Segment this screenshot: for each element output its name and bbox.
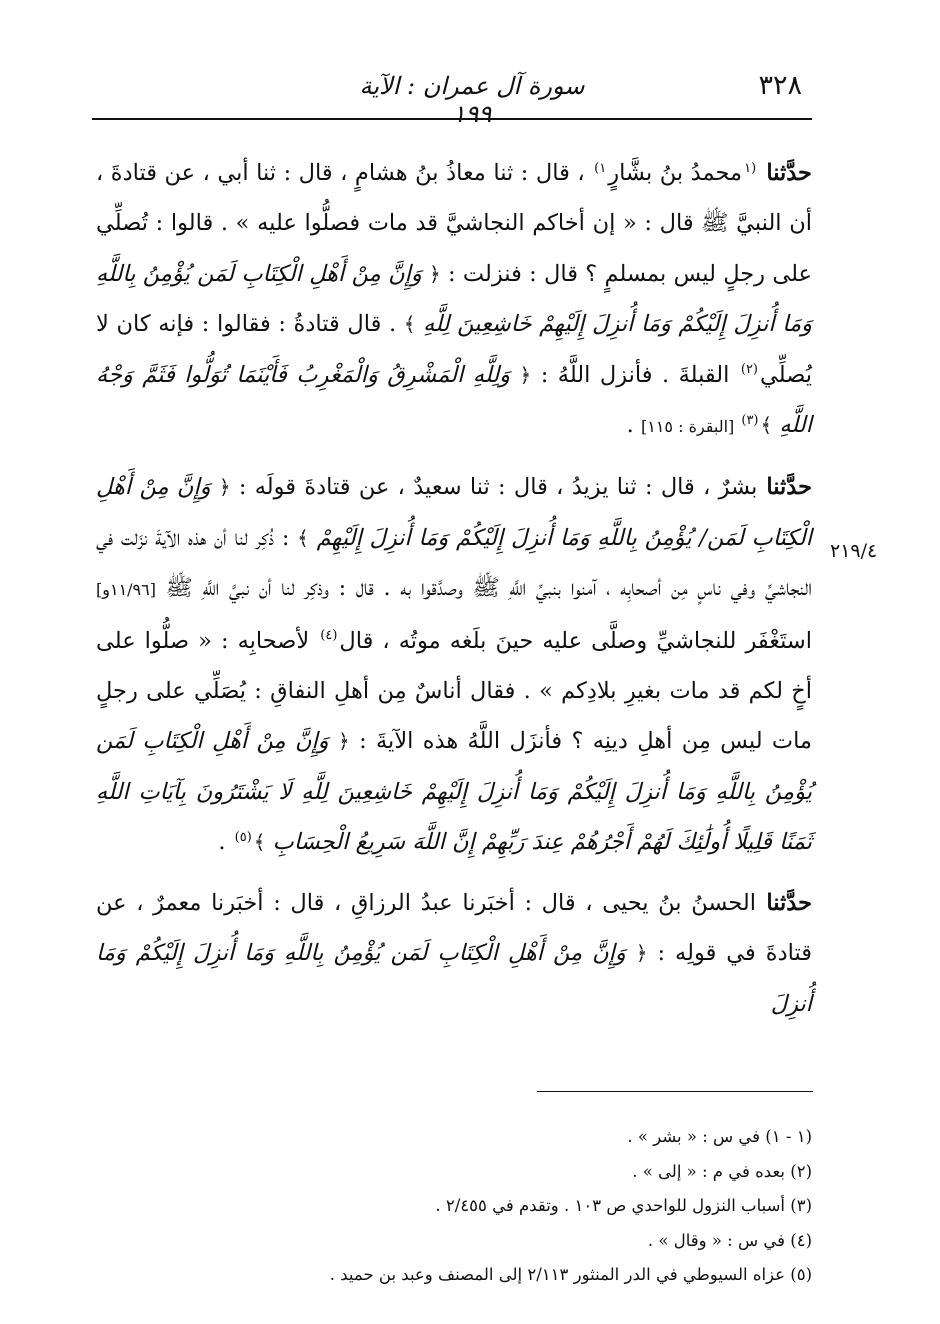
- text-run: .: [626, 412, 641, 439]
- running-title: سورة آل عمران : الآية ١٩٩: [359, 72, 585, 128]
- footnote-marker: (٤): [320, 628, 338, 644]
- narration-opener: حدَّثنا: [756, 889, 812, 916]
- page-header: [92, 62, 812, 128]
- verse-bracket: ﴾: [403, 312, 416, 337]
- footnote-divider: [537, 1091, 813, 1092]
- text-run: محمدُ بنُ بشَّارٍ: [608, 160, 743, 186]
- footnote: (٥) عزاه السيوطي في الدر المنثور ٢/١١٣ إلى المصنف وعبد بن حميد .: [329, 1265, 812, 1284]
- verse-bracket: ﴿: [338, 729, 350, 754]
- quran-verse: وَإِنَّ مِنْ أَهْلِ الْكِتَابِ لَمَن/ يُؤْمِنُ بِاللَّهِ وَمَا أُنزِلَ إِلَيْكُمْ وَمَا أُنزِلَ إِلَيْهِمْ: [96, 474, 812, 551]
- quran-verse: وَإِنَّ مِنْ أَهْلِ الْكِتَابِ لَمَن يُؤْمِنُ بِاللَّهِ وَمَا أُنزِلَ إِلَيْكُمْ وَمَا أُنزِلَ: [96, 940, 812, 1017]
- narration-opener: حدَّثنا: [757, 474, 812, 501]
- paragraph: [96, 462, 812, 867]
- text-run: استَغْفَر للنجاشيِّ وصلَّى عليه حينَ بلَغه موتُه ، قال: [339, 627, 812, 654]
- footnote-marker: (٢): [740, 362, 758, 378]
- footnote: (٢) بعده في م : « إلى » .: [632, 1161, 812, 1181]
- narration-opener: حدَّثنا: [758, 160, 812, 186]
- main-text: [96, 148, 812, 1039]
- text-run: القبلةَ . فأنزل اللَّهُ :: [531, 361, 739, 388]
- verse-bracket: ﴾: [253, 830, 266, 855]
- footnote-marker: (٥): [234, 829, 252, 845]
- text-run: ، قال : ثنا معاذُ بنُ هشامٍ ، قال : ثنا أبي ، عن قتادةَ ، أن النبيَّ ﷺ قال : « إن أخاكم النجاشيَّ قد مات فصلُّوا عليه » . قالوا : تُصلِّي على رجلٍ ليس بمسلمٍ ؟ قال : فنزلت :: [96, 160, 812, 287]
- text-run: لأصحابِه : « صلُّوا على أخٍ لكم قد مات بغيرِ بلادِكم » . فقال أناسٌ مِن أهلِ النفاقِ : يُصَلِّي على رجلٍ مات ليس مِن أهلِ دينِه ؟ فأنزَل اللَّهُ هذه الآيةَ :: [96, 627, 812, 755]
- verse-bracket: ﴾: [760, 413, 773, 438]
- verse-bracket: ﴾: [297, 525, 309, 550]
- footnote-marker: ١): [594, 160, 607, 176]
- verse-bracket: ﴿: [519, 362, 532, 387]
- text-run: . قال قتادةُ : فقالوا : فإنه كان لا يُصلِّي: [96, 311, 812, 388]
- footnote-marker: (٣): [741, 412, 759, 428]
- citation: [البقرة : ١١٥]: [640, 417, 740, 437]
- footnote: (١ - ١) في س : « بشر » .: [627, 1127, 812, 1146]
- margin-reference: ٢١٩/٤: [830, 540, 878, 562]
- footnote: (٤) في س : « وقال » .: [647, 1230, 812, 1250]
- verse-bracket: ﴿: [429, 261, 441, 286]
- paragraph: [96, 878, 812, 1029]
- text-run: : ذُكِر لنا أن هذه الآيةَ نزَلت في النجاشيِّ وفي ناسٍ مِن أصحابِه ، آمنوا بنبيِّ اللَّهِ ﷺ وصدَّقوا به . قال : وذكِر لنا أن نبيَّ اللَّهِ ﷺ: [96, 524, 812, 602]
- footnotes: [96, 1120, 812, 1293]
- page-number: ٣٢٨: [758, 70, 802, 101]
- footnote-marker: (١: [744, 160, 757, 176]
- quran-verse: وَلِلَّهِ الْمَشْرِقُ وَالْمَغْرِبُ فَأَيْنَمَا تُوَلُّوا فَثَمَّ وَجْهُ اللَّهِ: [96, 361, 812, 439]
- text-run: .: [218, 829, 233, 856]
- quran-verse: وَإِنَّ مِنْ أَهْلِ الْكِتَابِ لَمَن يُؤْمِنُ بِاللَّهِ وَمَا أُنزِلَ إِلَيْكُمْ وَمَا أُنزِلَ إِلَيْهِمْ خَاشِعِينَ لِلَّهِ: [96, 260, 812, 338]
- footnote: (٣) أسباب النزول للواحدي ص ١٠٣ . وتقدم في ٢/٤٥٥ .: [435, 1196, 812, 1215]
- quran-verse: وَإِنَّ مِنْ أَهْلِ الْكِتَابِ لَمَن يُؤْمِنُ بِاللَّهِ وَمَا أُنزِلَ إِلَيْكُمْ وَمَا أُنزِلَ إِلَيْهِمْ خَاشِعِينَ لِلَّهِ لَا يَشْتَرُونَ بِآيَاتِ اللَّهِ ثَمَنًا قَلِيلًا أُولَٰئِكَ لَهُمْ أَجْرُهُمْ عِندَ رَبِّهِمْ إِنَّ اللَّهَ سَرِيعُ الْحِسَابِ: [96, 728, 812, 856]
- verse-bracket: ﴿: [218, 475, 231, 500]
- header-divider: [92, 118, 812, 120]
- citation: [١١/٩٦و]: [96, 580, 156, 600]
- paragraph: [96, 148, 812, 452]
- text-run: الحسنُ بنُ يحيى ، قال : أخبَرنا عبدُ الرزاقِ ، قال : أخبَرنا معمرٌ ، عن قتادةَ في قولِه :: [96, 889, 812, 967]
- verse-bracket: ﴿: [635, 941, 648, 966]
- text-run: بشرٌ ، قال : ثنا يزيدُ ، قال : ثنا سعيدٌ ، عن قتادةَ قولَه :: [230, 474, 758, 501]
